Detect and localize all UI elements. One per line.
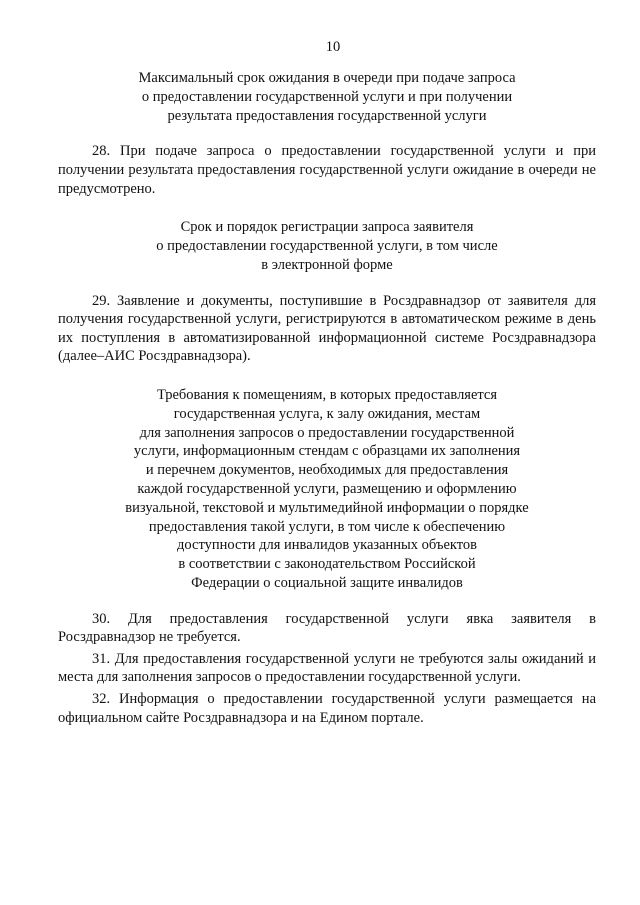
section-heading-registration [58, 218, 596, 274]
paragraph-32: 32. Информация о предоставлении государственной услуги размещается на официальном сайте Росздравнадзора и на Едином портале. [58, 691, 596, 726]
heading-line: Требования к помещениям, в которых предоставляется [156, 386, 498, 403]
heading-line: и перечнем документов, необходимых для предоставления [145, 462, 509, 479]
paragraph-28: 28. При подаче запроса о предоставлении государственной услуги и при получении результата предоставления государственной услуги ожидание в очереди не предусмотрено. [58, 143, 596, 197]
heading-line: в электронной форме [261, 256, 393, 273]
paragraph-30: 30. Для предоставления государственной услуги явка заявителя в Росздравнадзор не требуется. [58, 610, 596, 646]
heading-line: о предоставлении государственной услуги и при получении [141, 88, 513, 105]
heading-line: государственная услуга, к залу ожидания, местам [173, 405, 481, 422]
heading-line: Федерации о социальной защите инвалидов [191, 574, 463, 591]
heading-line: Срок и порядок регистрации запроса заявителя [180, 219, 474, 236]
paragraph-29: 29. Заявление и документы, поступившие в Росздравнадзор от заявителя для получения государственной услуги, регистрируются в автоматическом режиме в день их поступления в автоматизированной информационной системе Росздравнадзора (далее–АИС Росздравнадзора). [58, 292, 596, 365]
heading-line: Максимальный срок ожидания в очереди при подаче запроса [138, 70, 516, 86]
heading-line: визуальной, текстовой и мультимедийной информации о порядке [125, 499, 529, 516]
paragraph-31: 31. Для предоставления государственной услуги не требуются залы ожиданий и места для заполнения запросов о предоставлении государственной услуги. [58, 650, 596, 686]
heading-line: результата предоставления государственной услуги [167, 107, 487, 124]
section-heading-premises-requirements [58, 386, 596, 593]
heading-line: о предоставлении государственной услуги, в том числе [156, 237, 498, 254]
page-number: 10 [325, 39, 341, 55]
heading-line: каждой государственной услуги, размещению и оформлению [137, 480, 517, 497]
heading-line: в соответствии с законодательством Российской [178, 556, 476, 573]
section-heading-waiting-time [58, 69, 596, 125]
heading-line: доступности для инвалидов указанных объектов [177, 537, 477, 554]
heading-line: услуги, информационным стендам с образцами их заполнения [133, 443, 521, 460]
heading-line: предоставления такой услуги, в том числе к обеспечению [148, 518, 506, 535]
heading-line: для заполнения запросов о предоставлении государственной [139, 424, 515, 441]
